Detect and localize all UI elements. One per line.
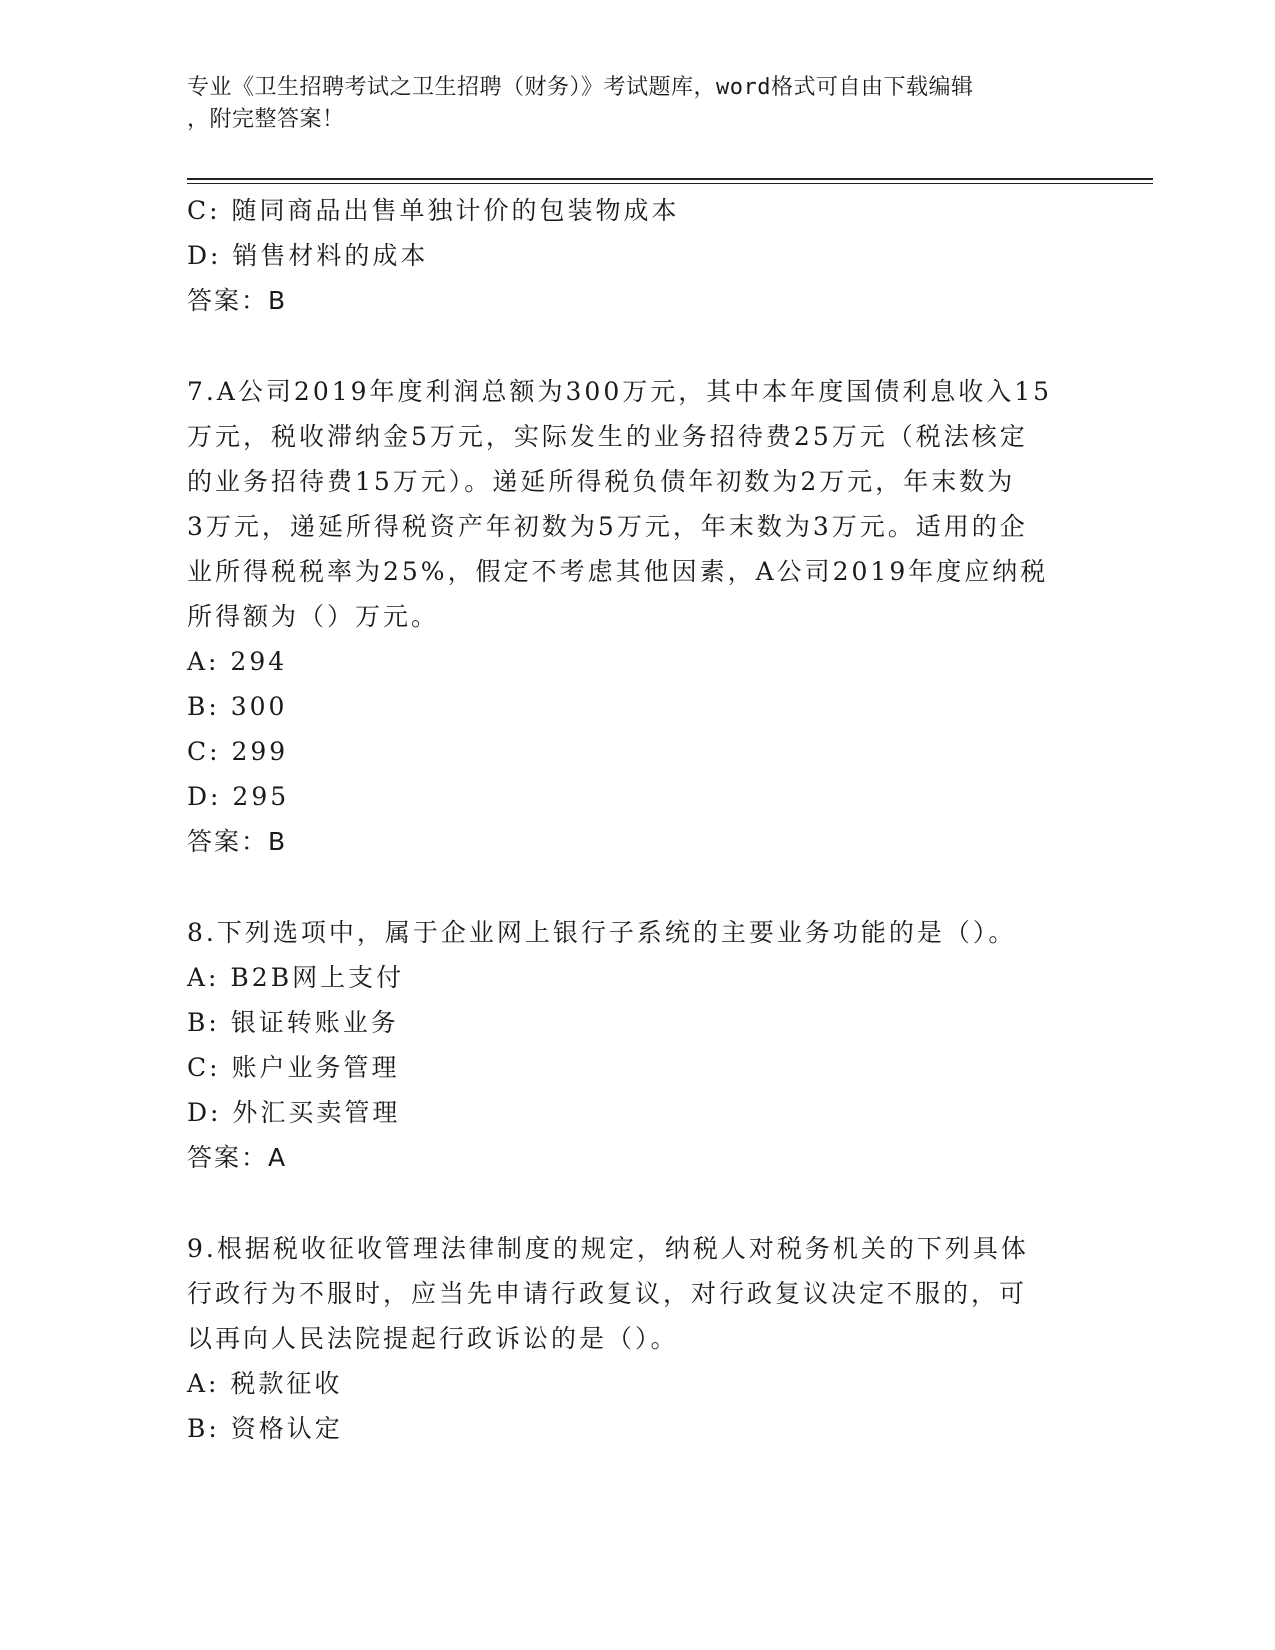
question-text-line: 7.A公司2019年度利润总额为300万元，其中本年度国债利息收入15 [187,377,1053,406]
header-line-1: 专业《卫生招聘考试之卫生招聘（财务）》考试题库，word格式可自由下载编辑 [187,75,974,100]
option-a: A: B2B网上支付 [187,963,405,992]
answer-line: 答案：B [187,286,288,315]
question-9 [187,1226,1087,1451]
option-c: C: 账户业务管理 [187,1053,400,1082]
document-header [187,72,1067,136]
option-a: A: 294 [187,647,288,676]
question-text [187,1226,1087,1361]
question-text-line: 以再向人民法院提起行政诉讼的是（）。 [187,1324,679,1353]
option-b: B: 银证转账业务 [187,1008,399,1037]
question-text [187,369,1087,639]
question-text-line: 的业务招待费15万元）。递延所得税负债年初数为2万元，年末数为 [187,467,1016,496]
question-text-line: 业所得税税率为25%，假定不考虑其他因素，A公司2019年度应纳税 [187,557,1049,586]
spacer [187,1180,1087,1226]
option-d: D: 295 [187,782,290,811]
option-a: A: 税款征收 [187,1369,343,1398]
question-text [187,910,1087,955]
question-text-line: 万元，税收滞纳金5万元，实际发生的业务招待费25万元（税法核定 [187,422,1028,451]
option-b: B: 资格认定 [187,1414,343,1443]
spacer [187,323,1087,369]
question-text-line: 所得额为（）万元。 [187,602,440,631]
option-d: D: 外汇买卖管理 [187,1098,401,1127]
question-8 [187,910,1087,1180]
header-divider-thick [187,178,1153,180]
option-c: C: 299 [187,737,289,766]
previous-question-tail [187,188,1087,323]
answer-line: 答案：A [187,1143,288,1172]
question-text-line: 8.下列选项中，属于企业网上银行子系统的主要业务功能的是（）。 [187,918,1017,947]
question-text-line: 行政行为不服时，应当先申请行政复议，对行政复议决定不服的，可 [187,1279,1028,1308]
option-b: B: 300 [187,692,288,721]
header-line-2: ，附完整答案！ [187,107,345,132]
answer-line: 答案：B [187,827,288,856]
question-text-line: 3万元，递延所得税资产年初数为5万元，年末数为3万元。适用的企 [187,512,1028,541]
question-content [187,188,1087,1451]
option-d: D: 销售材料的成本 [187,241,429,270]
header-divider-thin [187,183,1153,184]
option-c: C: 随同商品出售单独计价的包装物成本 [187,196,680,225]
spacer [187,864,1087,910]
question-7 [187,369,1087,864]
question-text-line: 9.根据税收征收管理法律制度的规定，纳税人对税务机关的下列具体 [187,1234,1029,1263]
